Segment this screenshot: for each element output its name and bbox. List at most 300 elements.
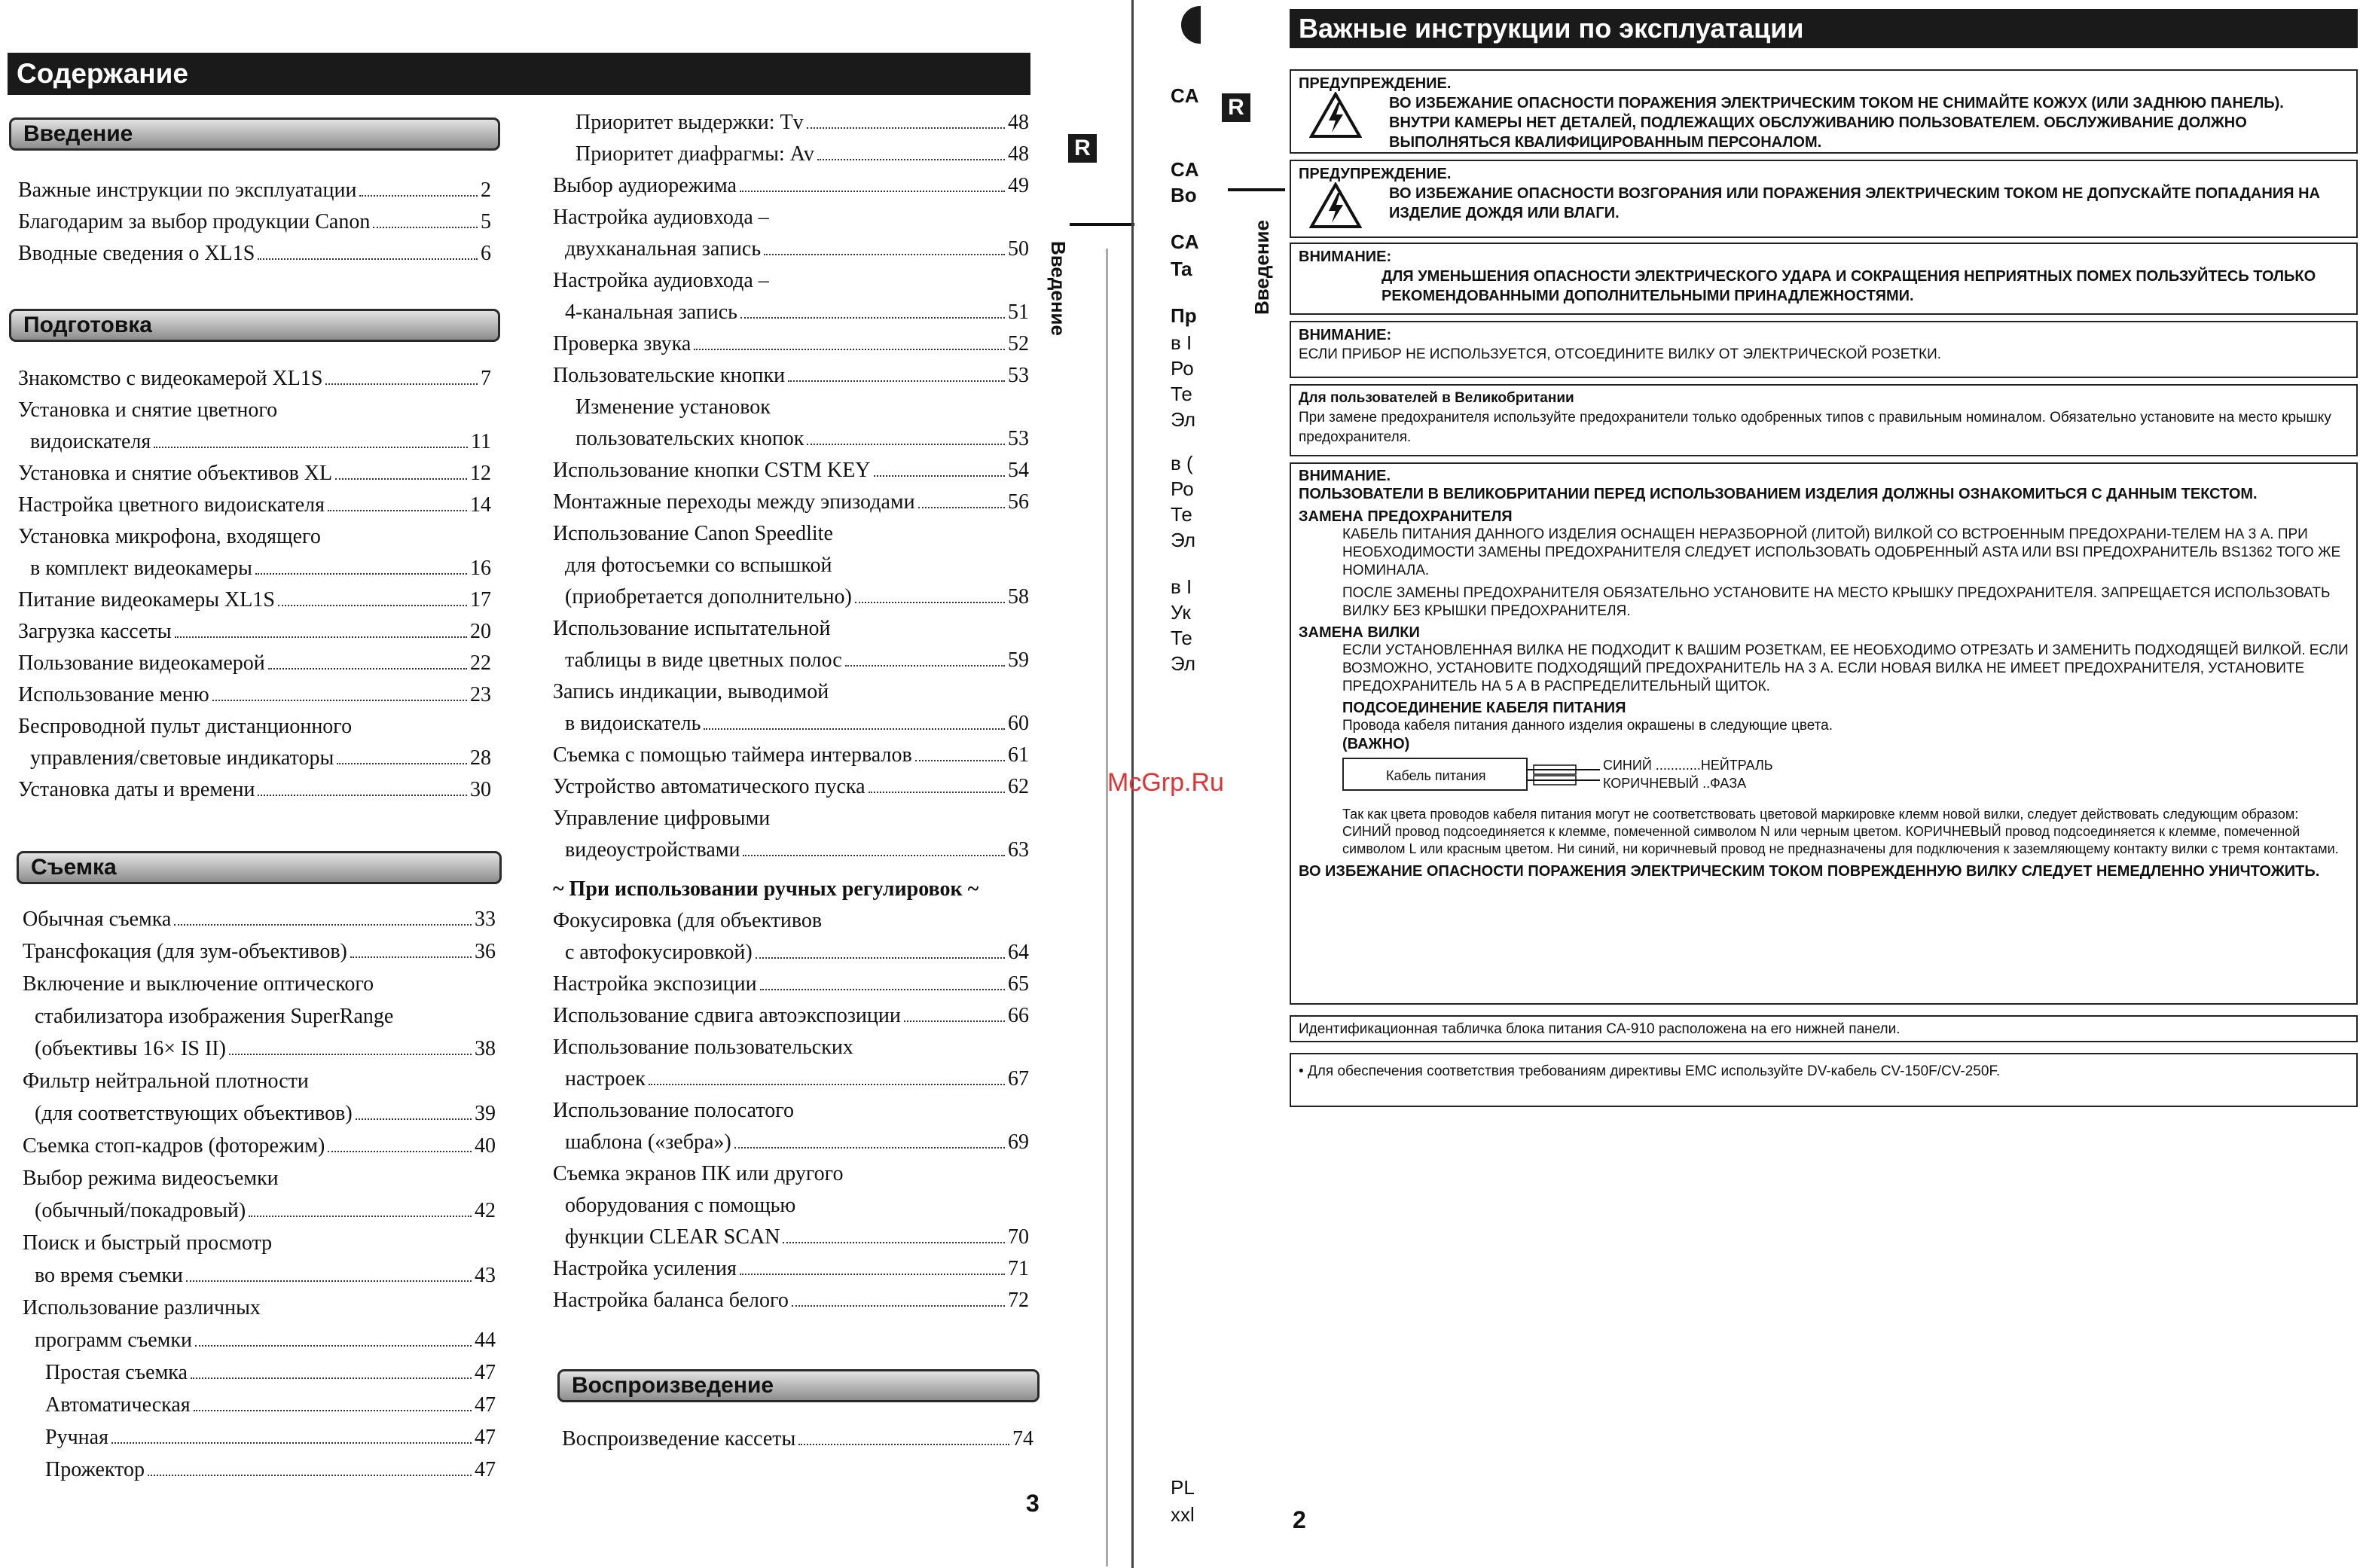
toc-entry-page: 74 xyxy=(1012,1427,1033,1451)
toc-entry[interactable] xyxy=(23,1001,496,1033)
toc-entry[interactable] xyxy=(18,711,491,743)
toc-entry-title: Прожектор xyxy=(45,1458,145,1481)
section-prep-tab: Подготовка xyxy=(9,309,500,342)
toc-entry[interactable] xyxy=(553,1158,1029,1190)
fuse-paragraph-1: КАБЕЛЬ ПИТАНИЯ ДАННОГО ИЗДЕЛИЯ ОСНАЩЕН НЕРАЗБОРНОЙ (ЛИТОЙ) ВИЛКОЙ СО ВСТРОЕННЫМ ПРЕДОХРАНИ-ТЕЛЕМ НА 3 А. ПРИ НЕОБХОДИМОСТИ ЗАМЕНЫ ПРЕДОХРАНИТЕЛЯ СЛЕДУЕТ ИСПОЛЬЗОВАТЬ ОДОБРЕННЫЙ ASTA ИЛИ BSI ПРЕДОХРАНИТЕЛЬ BS1362 ТОГО ЖЕ НОМИНАЛА. xyxy=(1342,526,2341,578)
toc-leader-dots xyxy=(175,636,467,638)
strip-line: CA xyxy=(1171,230,1199,253)
warning-label-1: ПРЕДУПРЕЖДЕНИЕ. xyxy=(1299,75,1452,92)
toc-entry-page: 53 xyxy=(1008,364,1029,387)
toc-entry-page: 62 xyxy=(1008,775,1029,798)
fuse-paragraph-2: ПОСЛЕ ЗАМЕНЫ ПРЕДОХРАНИТЕЛЯ ОБЯЗАТЕЛЬНО УСТАНОВИТЕ НА МЕСТО КРЫШКУ ПРЕДОХРАНИТЕЛЯ. ЗАПРЕЩАЕТСЯ ИСПОЛЬЗОВАТЬ ВИЛКУ БЕЗ КРЫШКИ ПРЕДОХРАНИТЕЛЯ. xyxy=(1342,585,2331,619)
toc-entry-page: 69 xyxy=(1008,1130,1029,1154)
toc-entry[interactable] xyxy=(553,487,1029,518)
toc-entry[interactable] xyxy=(553,834,1029,866)
toc-entry[interactable] xyxy=(18,553,491,584)
toc-entry-title: для фотосъемки со вспышкой xyxy=(565,554,832,577)
toc-leader-dots xyxy=(904,1020,1005,1022)
toc-entry-title: Трансфокация (для зум-объективов) xyxy=(23,940,347,963)
wire-explanation: Так как цвета проводов кабеля питания могут не соответствовать цветовой маркировке клемм новой вилки, следует действовать следующим образом: СИНИЙ провод подсоединяется к клемме, помеченной символом N или черным цветом. КОРИЧНЕВЫЙ провод подсоединяется к клемме, помеченной символом L или красным цветом. Ни синий, ни коричневый провод не предназначены для подключения к заземляющему контакту вилки с тремя контактами. xyxy=(1342,807,2339,856)
wire-blue: СИНИЙ ............НЕЙТРАЛЬ xyxy=(1603,758,1773,773)
toc-entry-page: 38 xyxy=(475,1037,496,1060)
caution-box-3 xyxy=(1290,243,2358,315)
toc-entry-page: 54 xyxy=(1008,459,1029,482)
toc-entry-page: 72 xyxy=(1008,1289,1029,1312)
cable-diagram xyxy=(1342,753,2349,800)
toc-entry-page: 17 xyxy=(470,588,491,612)
toc-entry-page: 20 xyxy=(470,620,491,643)
uk-users-label: Для пользователей в Великобритании xyxy=(1299,390,1574,406)
toc-entry-title: Настройка аудиовхода – xyxy=(553,206,769,229)
toc-title: Содержание xyxy=(8,53,1030,95)
toc-entry-title: Настройка аудиовхода – xyxy=(553,269,769,292)
toc-entry[interactable] xyxy=(553,265,1029,297)
toc-entry[interactable] xyxy=(23,1260,496,1292)
toc-entry[interactable] xyxy=(553,328,1029,360)
toc-entry-title: Использование сдвига автоэкспозиции xyxy=(553,1004,901,1027)
toc-entry[interactable] xyxy=(553,937,1029,969)
toc-entry[interactable] xyxy=(23,1066,496,1098)
toc-leader-dots xyxy=(337,763,467,764)
toc-entry-title: Выбор режима видеосъемки xyxy=(23,1167,279,1190)
toc-entry[interactable] xyxy=(23,1098,496,1130)
toc-leader-dots xyxy=(869,792,1005,793)
toc-entry[interactable] xyxy=(18,616,491,648)
toc-entry-title: Автоматическая xyxy=(45,1393,191,1417)
strip-line: CA xyxy=(1171,158,1199,181)
toc-leader-dots xyxy=(268,668,467,670)
uk-users-box xyxy=(1290,384,2358,456)
toc-entry-title: (приобретается дополнительно) xyxy=(565,585,852,609)
toc-leader-dots xyxy=(249,1216,472,1217)
toc-entry-page: 64 xyxy=(1008,941,1029,964)
toc-entry-page: 6 xyxy=(481,242,491,265)
id-plate-box xyxy=(1290,1015,2358,1042)
toc-entry[interactable] xyxy=(18,648,491,679)
toc-leader-dots xyxy=(694,349,1005,350)
toc-leader-dots xyxy=(328,1151,472,1152)
warning-box-1 xyxy=(1290,69,2358,154)
toc-entry-page: 44 xyxy=(475,1329,496,1352)
toc-entry[interactable] xyxy=(23,1390,496,1422)
toc-entry[interactable] xyxy=(553,708,1029,740)
toc-entry-title: Приоритет выдержки: Tv xyxy=(575,111,804,134)
toc-entry-title: Съемка экранов ПК или другого xyxy=(553,1162,844,1185)
toc-entry[interactable] xyxy=(23,904,496,936)
toc-entry[interactable] xyxy=(553,202,1029,233)
watermark: McGrp.Ru xyxy=(1107,768,1224,797)
toc-leader-dots xyxy=(229,1054,472,1055)
toc-leader-dots xyxy=(915,760,1005,761)
toc-leader-dots xyxy=(874,475,1005,477)
toc-entry-page: 47 xyxy=(475,1361,496,1384)
section-playback-tab: Воспроизведение xyxy=(557,1369,1040,1402)
toc-entry-title: Настройка экспозиции xyxy=(553,972,757,996)
caution-label-4: ВНИМАНИЕ: xyxy=(1299,327,1392,343)
toc-entry[interactable] xyxy=(553,613,1029,645)
toc-entry[interactable] xyxy=(553,392,1029,423)
toc-entry-title: Установка и снятие объективов XL xyxy=(18,462,333,485)
strip-line: Те xyxy=(1171,503,1192,526)
toc-entry-page: 40 xyxy=(475,1134,496,1158)
toc-entry-page: 58 xyxy=(1008,585,1029,609)
toc-entry-title: Благодарим за выбор продукции Canon xyxy=(18,210,371,233)
toc-leader-dots xyxy=(111,1442,472,1444)
toc-entry[interactable] xyxy=(23,1228,496,1260)
strip-line: в ( xyxy=(1171,452,1193,474)
strip-line: Ук xyxy=(1171,601,1191,624)
cable-paragraph: Провода кабеля питания данного изделия окрашены в следующие цвета. xyxy=(1342,718,1833,734)
toc-entry[interactable] xyxy=(23,1195,496,1228)
toc-entry[interactable] xyxy=(23,1422,496,1454)
toc-entry-title: Проверка звука xyxy=(553,332,692,355)
caution-box-4 xyxy=(1290,321,2358,378)
strip-footer-1: PL xyxy=(1171,1476,1195,1499)
toc-leader-dots xyxy=(350,956,472,958)
toc-entry-title: программ съемки xyxy=(35,1329,192,1352)
toc-entry[interactable] xyxy=(553,581,1029,613)
toc-entry-page: 28 xyxy=(470,746,491,770)
toc-leader-dots xyxy=(817,159,1005,160)
toc-entry-title: Монтажные переходы между эпизодами xyxy=(553,490,915,514)
toc-entry[interactable] xyxy=(553,139,1029,170)
fuse-heading: ЗАМЕНА ПРЕДОХРАНИТЕЛЯ xyxy=(1299,508,1513,525)
strip-line: Ро xyxy=(1171,357,1194,380)
cable-heading: ПОДСОЕДИНЕНИЕ КАБЕЛЯ ПИТАНИЯ xyxy=(1342,700,1626,716)
toc-entry-page: 43 xyxy=(475,1264,496,1287)
toc-entry[interactable] xyxy=(18,521,491,553)
toc-leader-dots xyxy=(373,227,478,228)
emc-box xyxy=(1290,1053,2358,1107)
toc-leader-dots xyxy=(278,605,467,606)
toc-entry-title: Пользование видеокамерой xyxy=(18,651,265,675)
toc-entry-title: оборудования с помощью xyxy=(565,1194,796,1217)
strip-line: Те xyxy=(1171,627,1192,649)
toc-entry-title: Съемка стоп-кадров (фоторежим) xyxy=(23,1134,325,1158)
toc-entry-title: Установка и снятие цветного xyxy=(18,398,278,422)
toc-entry[interactable] xyxy=(23,1033,496,1066)
toc-entry-title: Использование различных xyxy=(23,1296,261,1319)
toc-entry-title: Управление цифровыми xyxy=(553,807,771,830)
toc-leader-dots xyxy=(740,1274,1005,1275)
toc-entry[interactable] xyxy=(18,774,491,806)
toc-entry[interactable] xyxy=(18,679,491,711)
toc-entry[interactable] xyxy=(562,1423,1033,1455)
toc-entry[interactable] xyxy=(18,363,491,395)
toc-entry-title: Запись индикации, выводимой xyxy=(553,680,829,703)
toc-leader-dots xyxy=(740,191,1005,192)
toc-entry-page: 14 xyxy=(470,493,491,517)
toc-entry-title: пользовательских кнопок xyxy=(575,427,804,450)
toc-playback-list xyxy=(562,1423,1033,1455)
toc-entry-title: функции CLEAR SCAN xyxy=(565,1225,780,1249)
strip-line: Эл xyxy=(1171,652,1195,675)
toc-entry-title: видеоустройствами xyxy=(565,838,740,862)
toc-entry-page: 49 xyxy=(1008,174,1029,197)
caution-text-4: ЕСЛИ ПРИБОР НЕ ИСПОЛЬЗУЕТСЯ, ОТСОЕДИНИТЕ ВИЛКУ ОТ ЭЛЕКТРИЧЕСКОЙ РОЗЕТКИ. xyxy=(1299,346,1942,362)
toc-leader-dots xyxy=(258,258,478,260)
toc-entry-page: 5 xyxy=(481,210,491,233)
toc-leader-dots xyxy=(918,507,1005,508)
lang-tab-right: R xyxy=(1222,93,1250,122)
toc-entry[interactable] xyxy=(553,645,1029,676)
toc-entry[interactable] xyxy=(23,1130,496,1163)
side-rule-right xyxy=(1228,188,1285,191)
toc-entry-page: 42 xyxy=(475,1199,496,1222)
toc-leader-dots xyxy=(174,924,472,926)
toc-entry[interactable] xyxy=(553,1253,1029,1285)
toc-entry[interactable] xyxy=(553,1000,1029,1032)
strip-line: в I xyxy=(1171,331,1192,354)
toc-entry-title: ~ При использовании ручных регулировок ~ xyxy=(553,877,979,901)
toc-leader-dots xyxy=(148,1475,472,1476)
toc-entry-title: Изменение установок xyxy=(575,395,771,419)
toc-entry-page: 47 xyxy=(475,1458,496,1481)
toc-entry-title: Поиск и быстрый просмотр xyxy=(23,1231,273,1255)
toc-leader-dots xyxy=(756,957,1005,959)
strip-line: Эл xyxy=(1171,408,1195,431)
toc-entry-title: Настройка усиления xyxy=(553,1257,737,1280)
toc-entry-page: 39 xyxy=(475,1102,496,1125)
toc-entry[interactable] xyxy=(553,1222,1029,1253)
toc-leader-dots xyxy=(195,1345,472,1347)
toc-entry-title: видоискателя xyxy=(30,430,151,453)
toc-entry[interactable] xyxy=(553,771,1029,803)
toc-entry-page: 56 xyxy=(1008,490,1029,514)
toc-entry[interactable] xyxy=(553,1285,1029,1316)
plug-heading: ЗАМЕНА ВИЛКИ xyxy=(1299,624,1420,641)
toc-entry-title: (обычный/покадровый) xyxy=(35,1199,246,1222)
toc-entry-page: 59 xyxy=(1008,648,1029,672)
toc-entry-title: Загрузка кассеты xyxy=(18,620,172,643)
toc-entry-title: во время съемки xyxy=(35,1264,183,1287)
toc-entry-page: 65 xyxy=(1008,972,1029,996)
warning-box-2 xyxy=(1290,160,2358,238)
toc-leader-dots xyxy=(798,1444,1009,1445)
toc-entry-title: Фильтр нейтральной плотности xyxy=(23,1069,309,1093)
strip-line: в I xyxy=(1171,575,1192,598)
toc-entry-title: Воспроизведение кассеты xyxy=(562,1427,796,1451)
toc-entry-title: в комплект видеокамеры xyxy=(30,557,252,580)
toc-entry[interactable] xyxy=(23,1357,496,1390)
toc-entry[interactable] xyxy=(18,743,491,774)
toc-entry-title: управления/световые индикаторы xyxy=(30,746,334,770)
toc-entry-page: 23 xyxy=(470,683,491,706)
uk-plug-box xyxy=(1290,462,2358,1005)
toc-leader-dots xyxy=(212,700,467,701)
toc-leader-dots xyxy=(740,317,1005,319)
toc-entry-page: 47 xyxy=(475,1393,496,1417)
toc-entry[interactable] xyxy=(553,969,1029,1000)
strip-line: Эл xyxy=(1171,529,1195,551)
toc-entry-page: 47 xyxy=(475,1426,496,1449)
toc-entry[interactable] xyxy=(553,1127,1029,1158)
toc-entry[interactable] xyxy=(553,550,1029,581)
strip-footer-2: xxl xyxy=(1171,1503,1195,1526)
toc-entry-title: Ручная xyxy=(45,1426,108,1449)
plug-paragraph: ЕСЛИ УСТАНОВЛЕННАЯ ВИЛКА НЕ ПОДХОДИТ К ВАШИМ РОЗЕТКАМ, ЕЕ НЕОБХОДИМО ОТРЕЗАТЬ И ЗАМЕНИТЬ ПОДХОДЯЩЕЙ ВИЛКОЙ. ЕСЛИ ВОЗМОЖНО, УСТАНОВИТЕ ПОДХОДЯЩИЙ ПРЕДОХРАНИТЕЛЬ НА 3 А. ЕСЛИ НОВАЯ ВИЛКА НЕ ИМЕЕТ ПРЕДОХРАНИТЕЛЯ, УСТАНОВИТЕ ПРЕДОХРАНИТЕЛЬ НА 5 А В РАСПРЕДЕЛИТЕЛЬНЫЙ ЩИТОК. xyxy=(1342,642,2349,694)
toc-leader-dots xyxy=(191,1377,472,1379)
toc-entry[interactable] xyxy=(23,1292,496,1325)
toc-entry[interactable] xyxy=(23,936,496,969)
toc-entry-title: Установка микрофона, входящего xyxy=(18,525,321,548)
toc-entry[interactable] xyxy=(553,360,1029,392)
toc-entry-page: 50 xyxy=(1008,237,1029,261)
toc-entry[interactable] xyxy=(553,803,1029,834)
toc-entry[interactable] xyxy=(23,969,496,1001)
toc-entry-title: Фокусировка (для объективов xyxy=(553,909,823,932)
toc-leader-dots xyxy=(154,447,468,448)
toc-entry-title: Использование полосатого xyxy=(553,1099,794,1122)
toc-entry-title: (для соответствующих объективов) xyxy=(35,1102,353,1125)
toc-entry[interactable] xyxy=(553,107,1029,139)
toc-leader-dots xyxy=(359,195,478,197)
toc-entry-title: Вводные сведения о XL1S xyxy=(18,242,255,265)
toc-entry-page: 61 xyxy=(1008,743,1029,767)
toc-leader-dots xyxy=(704,728,1005,730)
toc-entry-title: (объективы 16× IS II) xyxy=(35,1037,226,1060)
toc-entry-title: Пользовательские кнопки xyxy=(553,364,786,387)
toc-entry[interactable] xyxy=(553,1063,1029,1095)
toc-entry-title: шаблона («зебра») xyxy=(565,1130,731,1154)
toc-entry[interactable] xyxy=(23,1163,496,1195)
toc-entry[interactable] xyxy=(18,395,491,426)
warning-text-2: ВО ИЗБЕЖАНИЕ ОПАСНОСТИ ВОЗГОРАНИЯ ИЛИ ПОРАЖЕНИЯ ЭЛЕКТРИЧЕСКИМ ТОКОМ НЕ ДОПУСКАЙТЕ ПОПАДАНИЯ НА ИЗДЕЛИЕ ДОЖДЯ ИЛИ ВЛАГИ. xyxy=(1389,185,2320,221)
toc-entry-page: 11 xyxy=(471,430,491,453)
toc-entry[interactable] xyxy=(553,1095,1029,1127)
side-label-left: Введение xyxy=(1047,241,1070,336)
toc-entry[interactable] xyxy=(553,455,1029,487)
toc-entry[interactable] xyxy=(18,175,491,206)
page-number-left: 3 xyxy=(1026,1490,1040,1517)
toc-leader-dots xyxy=(764,254,1005,255)
toc-entry[interactable] xyxy=(553,297,1029,328)
section-intro-tab: Введение xyxy=(9,117,500,151)
toc-entry-page: 63 xyxy=(1008,838,1029,862)
toc-leader-dots xyxy=(788,380,1005,382)
toc-entry-title: Приоритет диафрагмы: Av xyxy=(575,142,814,166)
toc-entry-page: 60 xyxy=(1008,712,1029,735)
toc-entry-title: 4-канальная запись xyxy=(565,300,737,324)
toc-leader-dots xyxy=(783,1242,1005,1243)
strip-line: Ро xyxy=(1171,477,1194,500)
toc-entry[interactable] xyxy=(553,1032,1029,1063)
toc-entry-title: Устройство автоматического пуска xyxy=(553,775,866,798)
toc-leader-dots xyxy=(258,795,467,796)
toc-leader-dots xyxy=(845,665,1005,667)
warning-label-2: ПРЕДУПРЕЖДЕНИЕ. xyxy=(1299,166,1452,182)
toc-leader-dots xyxy=(807,444,1005,445)
toc-entry[interactable] xyxy=(18,458,491,490)
toc-leader-dots xyxy=(335,478,467,480)
toc-shoot-list xyxy=(23,904,496,1487)
cable-diagram-label: Кабель питания xyxy=(1342,758,1528,791)
toc-entry-title: Съемка с помощью таймера интервалов xyxy=(553,743,912,767)
side-rule-left xyxy=(1070,223,1134,226)
uk-caution-label: ВНИМАНИЕ. xyxy=(1299,468,1391,484)
toc-entry-page: 52 xyxy=(1008,332,1029,355)
toc-entry-page: 48 xyxy=(1008,142,1029,166)
toc-entry-title: Выбор аудиорежима xyxy=(553,174,737,197)
toc-entry-page: 7 xyxy=(481,367,491,390)
toc-entry[interactable] xyxy=(553,905,1029,937)
toc-leader-dots xyxy=(194,1410,472,1411)
warning-text-1: ВО ИЗБЕЖАНИЕ ОПАСНОСТИ ПОРАЖЕНИЯ ЭЛЕКТРИЧЕСКИМ ТОКОМ НЕ СНИМАЙТЕ КОЖУХ (ИЛИ ЗАДНЮЮ ПАНЕЛЬ). ВНУТРИ КАМЕРЫ НЕТ ДЕТАЛЕЙ, ПОДЛЕЖАЩИХ ОБСЛУЖИВАНИЮ ПОЛЬЗОВАТЕЛЕМ. ОБСЛУЖИВАНИЕ ДОЛЖНО ВЫПОЛНЯТЬСЯ КВАЛИФИЦИРОВАННЫМ ПЕРСОНАЛОМ. xyxy=(1389,95,2284,151)
toc-entry-title: Использование Canon Speedlite xyxy=(553,522,833,545)
toc-entry-title: в видоискатель xyxy=(565,712,701,735)
caution-label-3: ВНИМАНИЕ: xyxy=(1299,249,1392,265)
toc-entry[interactable] xyxy=(553,740,1029,771)
toc-entry[interactable] xyxy=(23,1454,496,1487)
toc-leader-dots xyxy=(792,1305,1005,1307)
toc-entry[interactable] xyxy=(18,490,491,521)
toc-entry-title: Использование испытательной xyxy=(553,617,831,640)
page-edge xyxy=(1106,249,1108,1566)
toc-entry-title: двухканальная запись xyxy=(565,237,762,261)
toc-entry[interactable] xyxy=(553,170,1029,202)
important-note: (ВАЖНО) xyxy=(1342,736,1410,752)
caution-text-3: ДЛЯ УМЕНЬШЕНИЯ ОПАСНОСТИ ЭЛЕКТРИЧЕСКОГО УДАРА И СОКРАЩЕНИЯ НЕПРИЯТНЫХ ПОМЕХ ПОЛЬЗУЙТЕСЬ ТОЛЬКО РЕКОМЕНДОВАННЫМИ ДОПОЛНИТЕЛЬНЫМИ ПРИНАДЛЕЖНОСТЯМИ. xyxy=(1382,268,2316,304)
toc-leader-dots xyxy=(649,1084,1005,1085)
lang-tab-left: R xyxy=(1068,134,1097,163)
wire-brown: КОРИЧНЕВЫЙ ..ФАЗА xyxy=(1603,776,1747,791)
toc-entry[interactable] xyxy=(23,1325,496,1357)
toc-entry[interactable] xyxy=(18,238,491,270)
toc-entry-title: Простая съемка xyxy=(45,1361,188,1384)
toc-col2-list xyxy=(553,107,1029,1316)
toc-entry[interactable] xyxy=(18,426,491,458)
toc-entry[interactable] xyxy=(18,584,491,616)
strip-line: Те xyxy=(1171,383,1192,405)
toc-entry[interactable] xyxy=(553,676,1029,708)
toc-prep-list xyxy=(18,363,491,806)
toc-entry-title: Включение и выключение оптического xyxy=(23,972,374,996)
toc-entry-page: 71 xyxy=(1008,1257,1029,1280)
toc-entry-title: Использование меню xyxy=(18,683,209,706)
toc-entry-title: Использование пользовательских xyxy=(553,1036,853,1059)
toc-entry[interactable] xyxy=(553,518,1029,550)
toc-intro-list xyxy=(18,175,491,270)
toc-entry-page: 67 xyxy=(1008,1067,1029,1091)
final-warning: ВО ИЗБЕЖАНИЕ ОПАСНОСТИ ПОРАЖЕНИЯ ЭЛЕКТРИЧЕСКИМ ТОКОМ ПОВРЕЖДЕННУЮ ВИЛКУ СЛЕДУЕТ НЕМЕДЛЕННО УНИЧТОЖИТЬ. xyxy=(1299,863,2320,880)
cable-wires-icon xyxy=(1528,758,1600,794)
toc-entry-page: 48 xyxy=(1008,111,1029,134)
toc-entry[interactable] xyxy=(18,206,491,238)
toc-entry-page: 22 xyxy=(470,651,491,675)
section-shoot-tab: Съемка xyxy=(17,851,502,884)
toc-entry-title: Важные инструкции по эксплуатации xyxy=(18,178,357,202)
toc-entry-title: настроек xyxy=(565,1067,646,1091)
toc-entry-page: 70 xyxy=(1008,1225,1029,1249)
toc-entry[interactable] xyxy=(553,874,1029,905)
toc-entry[interactable] xyxy=(553,423,1029,455)
uk-intro-text: ПОЛЬЗОВАТЕЛИ В ВЕЛИКОБРИТАНИИ ПЕРЕД ИСПОЛЬЗОВАНИЕМ ИЗДЕЛИЯ ДОЛЖНЫ ОЗНАКОМИТЬСЯ С ДАННЫМ ТЕКСТОМ. xyxy=(1299,486,2258,502)
page-title: Важные инструкции по эксплуатации xyxy=(1290,9,2358,48)
strip-line: Bo xyxy=(1171,184,1197,206)
toc-entry-title: Обычная съемка xyxy=(23,908,172,931)
toc-entry[interactable] xyxy=(553,1190,1029,1222)
strip-line: Пр xyxy=(1171,304,1197,327)
toc-entry-title: Настройка цветного видоискателя xyxy=(18,493,325,517)
toc-leader-dots xyxy=(760,989,1005,990)
toc-entry-page: 12 xyxy=(470,462,491,485)
toc-entry[interactable] xyxy=(553,233,1029,265)
warning-triangle-icon xyxy=(1309,182,1362,229)
warning-triangle-icon xyxy=(1309,92,1362,139)
toc-entry-page: 16 xyxy=(470,557,491,580)
emc-text: • Для обеспечения соответствия требованиям директивы EMC используйте DV-кабель CV-150F/CV-250F. xyxy=(1299,1063,2001,1079)
toc-leader-dots xyxy=(734,1147,1005,1149)
